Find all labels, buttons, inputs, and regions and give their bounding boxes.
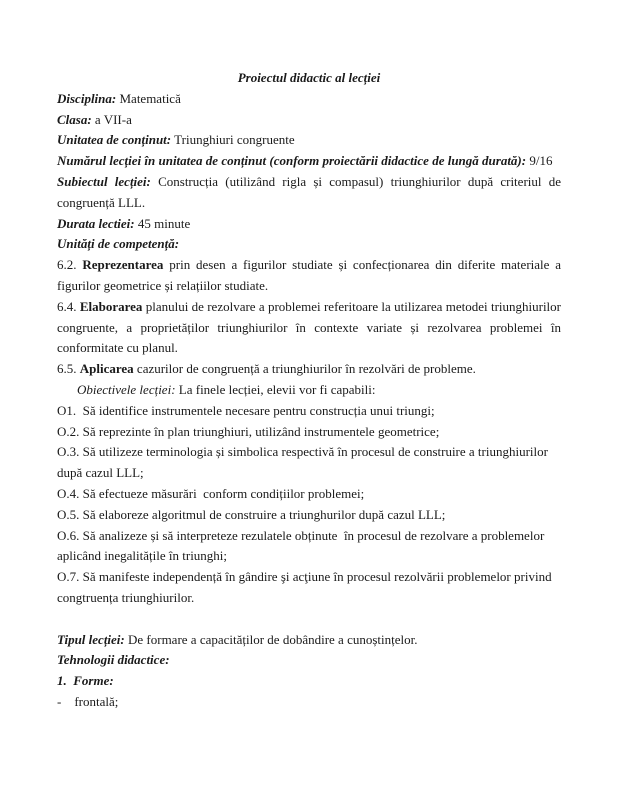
field-value-subiectul: Construcția (utilizând rigla și compasul) triunghiurilor după criteriul de congruență LLL. bbox=[57, 173, 561, 210]
competence-keyword: Reprezentarea bbox=[82, 257, 164, 273]
paragraph-title bbox=[57, 68, 561, 89]
doc-title-text: Proiectul didactic al lecției bbox=[237, 70, 381, 85]
field-label-tipul: Tipul lecției: bbox=[57, 631, 125, 647]
competence-number: 6.2. bbox=[57, 257, 83, 273]
competence-number: 6.4. bbox=[57, 298, 80, 314]
field-value-disciplina: Matematică bbox=[116, 90, 181, 106]
field-label-clasa: Clasa: bbox=[57, 111, 92, 127]
objective-text: O.3. Să utilizeze terminologia și simbolica respectivă în procesul de construire a triunghiurilor după cazul LLL; bbox=[57, 444, 548, 481]
paragraph-durata-lectiei bbox=[57, 214, 561, 235]
competence-keyword: Aplicarea bbox=[79, 361, 134, 377]
paragraph-numarul-lectiei bbox=[57, 151, 561, 172]
list-heading-forme: 1. Forme: bbox=[57, 673, 114, 689]
competence-text: cazurilor de congruență a triunghiurilor în rezolvări de probleme. bbox=[133, 361, 476, 377]
objective-text: O1. Să identifice instrumentele necesare pentru construcția unui triungi; bbox=[57, 402, 435, 418]
paragraph-competenta-6-4 bbox=[57, 297, 561, 359]
obiective-intro-text: La finele lecției, elevii vor fi capabili: bbox=[175, 381, 376, 397]
paragraph-unitati-de-competenta bbox=[57, 234, 561, 255]
section-heading-competente: Unități de competență: bbox=[57, 236, 180, 252]
section-heading-tehnologii: Tehnologii didactice: bbox=[57, 652, 170, 668]
paragraph-competenta-6-5 bbox=[57, 359, 561, 380]
field-label-durata: Durata lectiei: bbox=[57, 215, 135, 231]
objective-text: O.2. Să reprezinte în plan triunghiuri, utilizând instrumentele geometrice; bbox=[57, 423, 440, 439]
section-heading-obiective: Obiectivele lecției: bbox=[77, 381, 176, 397]
paragraph-disciplina bbox=[57, 89, 561, 110]
paragraph-obiectiv-o4 bbox=[57, 484, 561, 505]
field-label-disciplina: Disciplina: bbox=[57, 90, 117, 106]
paragraph-tipul-lectiei bbox=[57, 630, 561, 651]
competence-text: prin desen a figurilor studiate și confecționarea din diferite materiale a figurilor geometrice și relațiilor studiate. bbox=[57, 257, 562, 293]
paragraph-tehnologii-didactice bbox=[57, 650, 561, 671]
competence-number: 6.5. bbox=[57, 361, 80, 377]
field-value-tipul: De formare a capacităților de dobândire a cunoștințelor. bbox=[124, 631, 418, 647]
field-label-numarul: Numărul lecției în unitatea de conținut (conform proiectării didactice de lungă durată): bbox=[57, 153, 527, 169]
field-label-unitatea: Unitatea de conținut: bbox=[57, 132, 172, 148]
field-label-subiectul: Subiectul lecției: bbox=[57, 173, 151, 189]
paragraph-forme-item-frontala bbox=[57, 692, 561, 713]
competence-text: planului de rezolvare a problemei referitoare la utilizarea metodei triunghiurilor congruente, a proprietăților triunghiurilor în contexte variate și rezolvarea problemei în conformitate cu planul. bbox=[57, 298, 561, 356]
objective-text: O.4. Să efectueze măsurări conform condițiilor problemei; bbox=[57, 485, 365, 501]
paragraph-obiectiv-o2 bbox=[57, 422, 561, 443]
paragraph-obiectiv-o5 bbox=[57, 505, 561, 526]
field-value-unitatea: Triunghiuri congruente bbox=[171, 132, 295, 148]
paragraph-obiectiv-o3 bbox=[57, 442, 561, 484]
objective-text: O.6. Să analizeze și să interpreteze rezulatele obținute în procesul de rezolvare a problemelor aplicând inegalitățile în triunghi; bbox=[57, 527, 545, 564]
objective-text: O.5. Să elaboreze algoritmul de construire a triunghurilor după cazul LLL; bbox=[57, 506, 446, 522]
paragraph-obiectiv-o7 bbox=[57, 567, 561, 609]
competence-keyword: Elaborarea bbox=[79, 298, 143, 314]
field-value-numarul: 9/16 bbox=[526, 153, 553, 169]
list-item-text: - frontală; bbox=[57, 693, 119, 709]
paragraph-forme-heading bbox=[57, 671, 561, 692]
paragraph-clasa bbox=[57, 110, 561, 131]
paragraph-obiectivele-lectiei bbox=[57, 380, 561, 401]
field-value-durata: 45 minute bbox=[134, 215, 191, 231]
paragraph-subiectul-lectiei bbox=[57, 172, 561, 214]
paragraph-obiectiv-o6 bbox=[57, 526, 561, 568]
paragraph-unitatea-de-continut bbox=[57, 130, 561, 151]
objective-text: O.7. Să manifeste independență în gândire şi acţiune în procesul rezolvării problemelor privind congtruența triunghiurilor. bbox=[57, 569, 552, 605]
paragraph-obiectiv-o1 bbox=[57, 401, 561, 422]
field-value-clasa: a VII-a bbox=[91, 111, 132, 127]
paragraph-competenta-6-2 bbox=[57, 255, 561, 297]
paragraph-spacer bbox=[57, 609, 561, 630]
